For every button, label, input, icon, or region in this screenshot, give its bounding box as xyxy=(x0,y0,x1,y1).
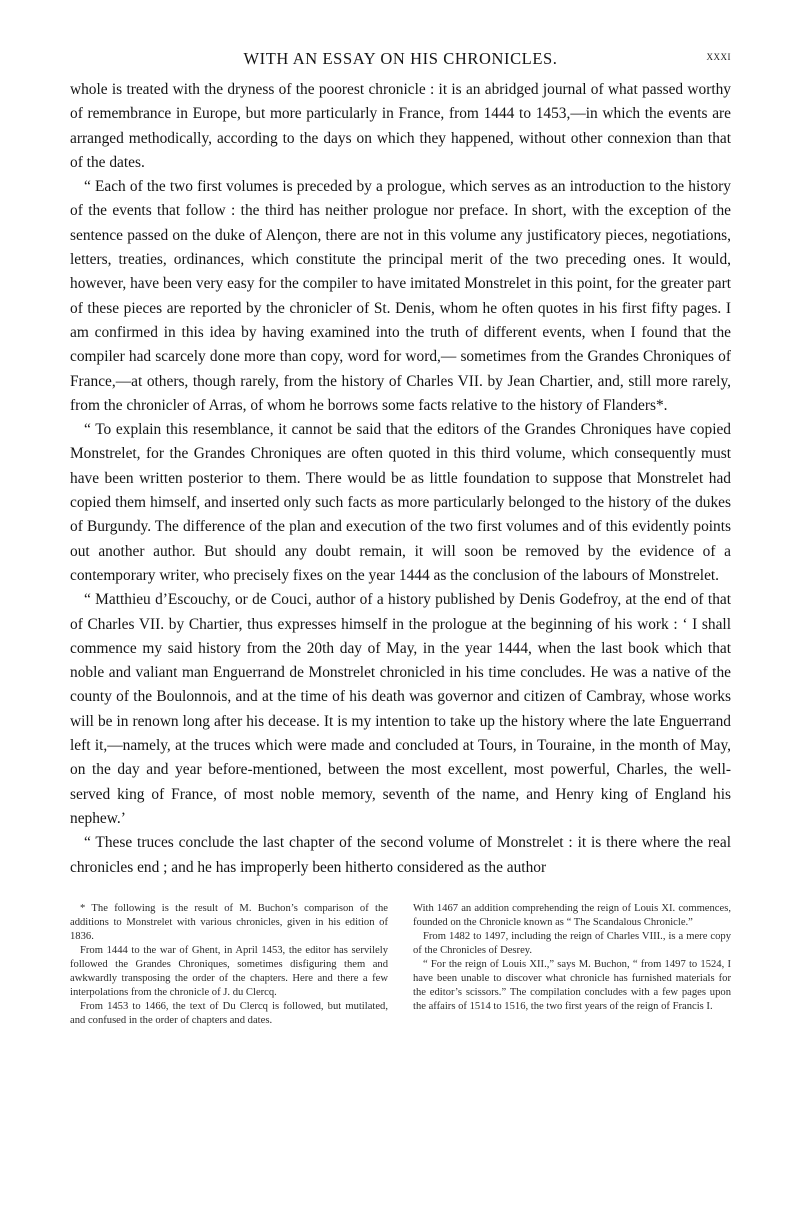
footnote-paragraph: From 1482 to 1497, including the reign of Charles VIII., is a mere copy of the Chronicles of Desrey. xyxy=(413,930,731,956)
page-number: xxxi xyxy=(706,48,731,63)
footnote-paragraph: From 1444 to the war of Ghent, in April 1453, the editor has servilely followed the Grandes Chroniques, sometimes disfiguring them and awkwardly transposing the order of the chapters. Here and there a few interpolations from the chronicle of J. du Clercq. xyxy=(70,944,388,998)
running-title: WITH AN ESSAY ON HIS CHRONICLES. xyxy=(243,49,558,68)
running-head xyxy=(70,44,731,74)
paragraph: “ Each of the two first volumes is preceded by a prologue, which serves as an introduction to the history of the events that follow : the third has neither prologue nor preface. In short, with the exception of the sentence passed on the duke of Alençon, there are not in this volume any justificatory pieces, negotiations, letters, treaties, ordinances, which constitute the principal merit of the two preceding ones. It would, however, have been very easy for the compiler to have imitated Monstrelet in this point, for the greater part of these pieces are reported by the chronicler of St. Denis, whom he often quotes in his first fifty pages. I am confirmed in this idea by having examined into the truth of different events, when I found that the compiler had scarcely done more than copy, word for word,— sometimes from the Grandes Chroniques of France,—at others, though rarely, from the history of Charles VII. by Jean Chartier, and, still more rarely, from the chronicler of Arras, of whom he borrows some facts relative to the history of Flanders*. xyxy=(70,178,731,414)
footnote-paragraph: * The following is the result of M. Buchon’s comparison of the additions to Monstrelet with various chronicles, given in his edition of 1836. xyxy=(70,902,388,942)
footnote-paragraph: From 1453 to 1466, the text of Du Clercq is followed, but mutilated, and confused in the order of chapters and dates. xyxy=(70,1000,388,1026)
body-text xyxy=(70,78,731,880)
paragraph: “ To explain this resemblance, it cannot be said that the editors of the Grandes Chroniques have copied Monstrelet, for the Grandes Chroniques are often quoted in this third volume, which consequently must have been written posterior to them. There would be as little foundation to suppose that Monstrelet had copied them himself, and inserted only such facts as more particularly belonged to the history of the dukes of Burgundy. The difference of the plan and execution of the two first volumes and of this evidently points out another author. But should any doubt remain, it will soon be removed by the evidence of a contemporary writer, who precisely fixes on the year 1444 as the conclusion of the labours of Monstrelet. xyxy=(70,421,731,584)
footnote-paragraph: “ For the reign of Louis XII.,” says M. Buchon, “ from 1497 to 1524, I have been unable to discover what chronicle has furnished materials for the editor’s scissors.” The compilation concludes with a few pages upon the affairs of 1514 to 1516, the two first years of the reign of Francis I. xyxy=(413,958,731,1012)
paragraph: “ These truces conclude the last chapter of the second volume of Monstrelet : it is there where the real chronicles end ; and he has improperly been hitherto considered as the author xyxy=(70,834,731,876)
paragraph: “ Matthieu d’Escouchy, or de Couci, author of a history published by Denis Godefroy, at the end of that of Charles VII. by Chartier, thus expresses himself in the prologue at the beginning of his work : ‘ I shall commence my said history from the 20th day of May, in the year 1444, when the last book which that noble and valiant man Enguerrand de Monstrelet chronicled in his time concludes. He was a native of the county of the Boulonnois, and at the time of his death was governor and citizen of Cambray, whose works will be in renown long after his decease. It is my intention to take up the history where the late Enguerrand left it,—namely, at the truces which were made and concluded at Tours, in Touraine, in the month of May, on the day and year before-mentioned, between the most excellent, most powerful, Charles, the well-served king of France, of most noble memory, seventh of the name, and Henry king of England his nephew.’ xyxy=(70,591,731,827)
footnote-column-left xyxy=(70,902,388,1028)
footnotes xyxy=(70,902,731,1028)
footnote-column-right xyxy=(413,902,731,1028)
footnote-paragraph: With 1467 an addition comprehending the reign of Louis XI. commences, founded on the Chronicle known as “ The Scandalous Chronicle.” xyxy=(413,902,731,928)
paragraph: whole is treated with the dryness of the poorest chronicle : it is an abridged journal of what passed worthy of remembrance in Europe, but more particularly in France, from 1444 to 1453,—in which the events are arranged methodically, according to the days on which they happened, without other connexion than that of the dates. xyxy=(70,81,731,171)
